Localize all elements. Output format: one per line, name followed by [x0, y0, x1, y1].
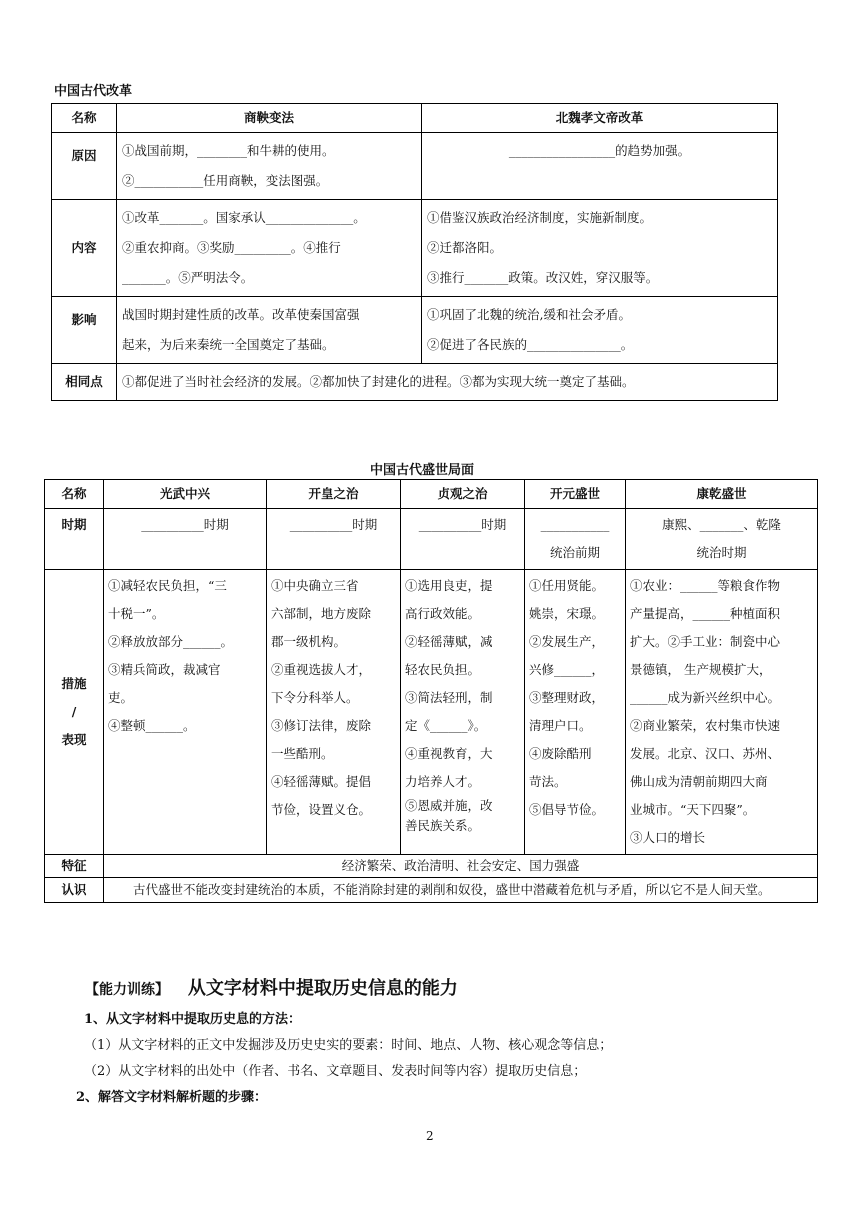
text-line: /: [71, 704, 77, 719]
text-line: 产量提高，______种植面积: [630, 606, 781, 621]
table-header-row: [52, 104, 778, 133]
text-line: ①选用良吏，提: [405, 578, 493, 593]
text-line: _________________的趋势加强。: [508, 143, 691, 158]
text-line: 康熙、_______、乾隆: [662, 517, 781, 532]
cell-content-shangyang: [117, 200, 422, 297]
header-kangqian: 康乾盛世: [626, 480, 818, 509]
text-line: ③精兵简政，裁减官: [108, 662, 221, 677]
text-line: ④轻徭薄赋。提倡: [271, 774, 372, 789]
text-line: ②轻徭薄赋，减: [405, 634, 493, 649]
row-label-cause: 原因: [52, 133, 117, 200]
text-line: 业城市。“天下四聚”。: [630, 802, 756, 817]
text-line: 轻农民负担。: [405, 662, 481, 677]
text-line: 清理户口。: [529, 718, 592, 733]
cell-period: [525, 509, 626, 570]
cell-period: [267, 509, 401, 570]
text-line: ③简法轻刑，制: [405, 690, 493, 705]
header-kaiyuan: 开元盛世: [525, 480, 626, 509]
text-line: ③修订法律，废除: [271, 718, 372, 733]
text-line: 措施: [61, 676, 87, 691]
cell-measures-kaiyuan: [525, 570, 626, 855]
text-line: ⑤倡导节俭。: [529, 802, 605, 817]
prosperity-table: [44, 479, 818, 903]
text-line: ②___________任用商鞅，变法图强。: [122, 173, 329, 188]
section2-title: 中国古代盛世局面: [370, 463, 475, 478]
text-line: ④重视教育，大: [405, 746, 493, 761]
cell-common: ①都促进了当时社会经济的发展。②都加快了封建化的进程。③都为实现大统一奠定了基础。: [117, 364, 778, 401]
text-line: 统治前期: [549, 545, 600, 560]
text-line: ①中央确立三省: [271, 578, 359, 593]
page-number: 2: [426, 1129, 434, 1143]
cell-period: [401, 509, 525, 570]
text-line: ①任用贤能。: [529, 578, 605, 593]
text-line: 起来，为后来秦统一全国奠定了基础。: [122, 337, 335, 352]
reform-table: [51, 103, 778, 401]
text-line: 力培养人才。: [405, 774, 481, 789]
training-item-1b: （2）从文字材料的出处中（作者、书名、文章题目、发表时间等内容）提取历史信息；: [84, 1064, 587, 1079]
text-line: 景德镇， 生产规模扩大，: [630, 662, 772, 677]
training-item-1a: （1）从文字材料的正文中发掘涉及历史史实的要素：时间、地点、人物、核心观念等信息；: [84, 1038, 613, 1053]
text-line: 战国时期封建性质的改革。改革使秦国富强: [122, 307, 360, 322]
text-line: ______成为新兴丝织中心。: [630, 690, 781, 705]
text-line: ①巩固了北魏的统治,缓和社会矛盾。: [427, 307, 631, 322]
text-line: ③推行_______政策。改汉姓，穿汉服等。: [427, 270, 659, 285]
text-line: ②迁都洛阳。: [427, 240, 503, 255]
text-line: ②重视选拔人才，: [271, 662, 372, 677]
text-line: __________时期: [418, 517, 507, 532]
cell-impact-xiaowen: [422, 297, 778, 364]
cell-measures-kaihuang: [267, 570, 401, 855]
row-label-common: 相同点: [52, 364, 117, 401]
header-xiaowen: 北魏孝文帝改革: [422, 104, 778, 133]
text-line: 苛法。: [529, 774, 567, 789]
text-line: ②发展生产，: [529, 634, 605, 649]
cell-measures-kangqian: [626, 570, 818, 855]
training-item-2: 2、解答文字材料解析题的步骤：: [76, 1090, 268, 1105]
text-line: 表现: [61, 732, 87, 747]
text-line: ___________: [540, 517, 610, 532]
text-line: 统治时期: [696, 545, 747, 560]
text-line: _______。⑤严明法令。: [122, 270, 254, 285]
text-line: 扩大。②手工业：制瓷中心: [630, 634, 781, 649]
row-label-measures: [45, 570, 104, 855]
text-line: ④废除酷刑: [529, 746, 592, 761]
cell-cause-shangyang: [117, 133, 422, 200]
table-row: [45, 855, 818, 878]
header-shangyang: 商鞅变法: [117, 104, 422, 133]
text-line: 吏。: [108, 690, 134, 705]
cell-content-xiaowen: [422, 200, 778, 297]
table-row: [45, 509, 818, 570]
text-line: __________时期: [141, 517, 229, 532]
row-label-period: 时期: [45, 509, 104, 570]
text-line: ②促进了各民族的_______________。: [427, 337, 634, 352]
text-line: ①战国前期，________和牛耕的使用。: [122, 143, 335, 158]
cell-measures-guangwu: [104, 570, 267, 855]
cell-period: [626, 509, 818, 570]
text-line: 定《______》。: [405, 718, 487, 733]
header-guangwu: 光武中兴: [104, 480, 267, 509]
table-row: [52, 200, 778, 297]
table-header-row: [45, 480, 818, 509]
text-line: ④整顿______。: [108, 718, 196, 733]
table-row: [52, 297, 778, 364]
text-line: __________时期: [289, 517, 378, 532]
text-line: 佛山成为清朝前期四大商: [630, 774, 768, 789]
table-row: [45, 570, 818, 855]
table-row: [52, 364, 778, 401]
header-name: 名称: [45, 480, 104, 509]
text-line: 十税一”。: [108, 606, 165, 621]
text-line: 郡一级机构。: [271, 634, 347, 649]
text-line: 节俭，设置义仓。: [271, 802, 372, 817]
header-kaihuang: 开皇之治: [267, 480, 401, 509]
row-label-content: 内容: [52, 200, 117, 297]
cell-measures-zhenguan: [401, 570, 525, 855]
text-line: ③整理财政，: [529, 690, 605, 705]
header-zhenguan: 贞观之治: [401, 480, 525, 509]
text-line: 六部制，地方废除: [271, 606, 372, 621]
text-line: ⑤恩威并施，改: [405, 798, 493, 813]
row-label-insight: 认识: [45, 878, 104, 903]
text-line: ①借鉴汉族政治经济制度，实施新制度。: [427, 210, 653, 225]
table-row: [45, 878, 818, 903]
text-line: ①改革_______。国家承认______________。: [122, 210, 366, 225]
text-line: ①农业：______等粮食作物: [630, 578, 781, 593]
text-line: 下令分科举人。: [271, 690, 359, 705]
header-name: 名称: [52, 104, 117, 133]
text-line: 发展。北京、汉口、苏州、: [630, 746, 781, 761]
cell-insight: 古代盛世不能改变封建统治的本质，不能消除封建的剥削和奴役，盛世中潜藏着危机与矛盾，所以它不是人间天堂。: [104, 878, 818, 903]
training-heading: [85, 974, 458, 1000]
text-line: 一些酷刑。: [271, 746, 334, 761]
text-line: 高行政效能。: [405, 606, 481, 621]
cell-period: [104, 509, 267, 570]
training-bracket: 【能力训练】: [85, 982, 169, 998]
row-label-impact: 影响: [52, 297, 117, 364]
text-line: 善民族关系。: [405, 818, 481, 833]
training-title: 从文字材料中提取历史信息的能力: [187, 978, 458, 999]
training-item-1: 1、从文字材料中提取历史息的方法：: [84, 1012, 302, 1027]
text-line: 姚崇，宋璟。: [529, 606, 605, 621]
cell-cause-xiaowen: [422, 133, 778, 200]
text-line: ②释放放部分______。: [108, 634, 234, 649]
row-label-feature: 特征: [45, 855, 104, 878]
text-line: ②重农抑商。③奖励_________。④推行: [122, 240, 341, 255]
text-line: ①减轻农民负担，“三: [108, 578, 227, 593]
text-line: ③人口的增长: [630, 830, 706, 845]
text-line: 兴修______，: [529, 662, 605, 677]
cell-feature: 经济繁荣、政治清明、社会安定、国力强盛: [104, 855, 818, 878]
section1-title: 中国古代改革: [54, 84, 133, 99]
cell-impact-shangyang: [117, 297, 422, 364]
text-line: ②商业繁荣，农村集市快速: [630, 718, 781, 733]
table-row: [52, 133, 778, 200]
